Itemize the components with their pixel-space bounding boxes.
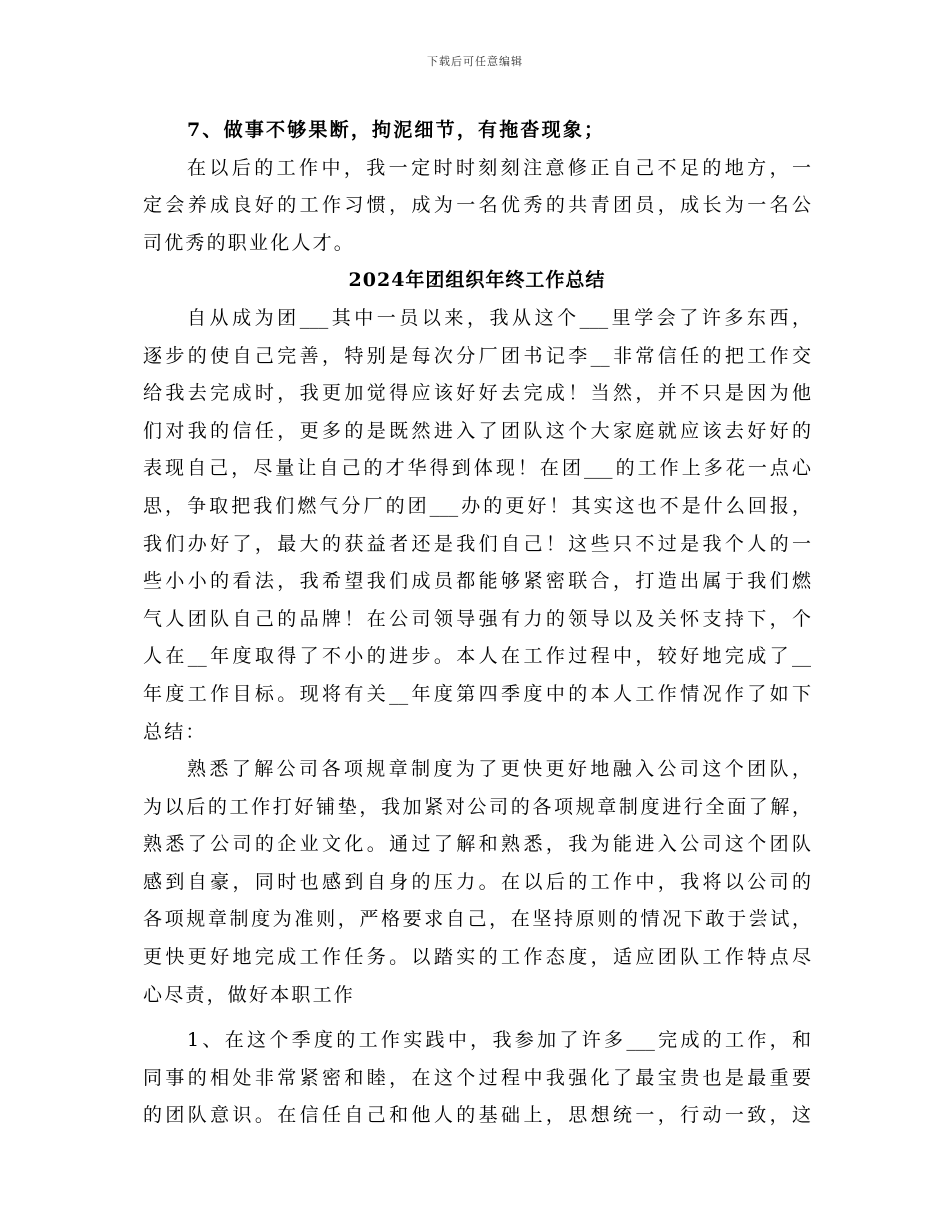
paragraph-line: 感到自豪，同时也感到自身的压力。在以后的工作中，我将以公司的 [143,870,811,893]
paragraph-line: 为以后的工作打好铺垫，我加紧对公司的各项规章制度进行全面了解， [143,795,811,818]
paragraph-line: 司优秀的职业化人才。 [143,231,356,254]
paragraph-line: 定会养成良好的工作习惯，成为一名优秀的共青团员，成长为一名公 [143,194,811,217]
page-header-note: 下载后可任意编辑 [427,55,523,68]
paragraph-line: 给我去完成时，我更加觉得应该好好去完成！当然，并不只是因为他 [143,382,811,405]
paragraph-line: 们对我的信任，更多的是既然进入了团队这个大家庭就应该去好好的 [143,419,811,442]
paragraph-line: 1、在这个季度的工作实践中，我参加了许多___完成的工作，和 [187,1029,811,1052]
paragraph-line: 逐步的使自己完善，特别是每次分厂团书记李__非常信任的把工作交 [143,344,811,367]
paragraph-line: 些小小的看法，我希望我们成员都能够紧密联合，打造出属于我们燃 [143,570,811,593]
document-body [143,112,811,1135]
paragraph-gap [143,1014,811,1022]
paragraph-line: 气人团队自己的品牌！在公司领导强有力的领导以及关怀支持下，个 [143,607,811,630]
paragraph-line: 总结： [143,720,207,743]
paragraph-line: 各项规章制度为准则，严格要求自己，在坚持原则的情况下敢于尝试， [143,908,811,931]
paragraph-line: 人在__年度取得了不小的进步。本人在工作过程中，较好地完成了__ [143,645,811,668]
paragraph-line: 的团队意识。在信任自己和他人的基础上，思想统一，行动一致，这 [143,1104,811,1127]
paragraph-line: 表现自己，尽量让自己的才华得到体现！在团___的工作上多花一点心 [143,457,811,480]
paragraph-line: 年度工作目标。现将有关__年度第四季度中的本人工作情况作了如下 [143,682,811,705]
list-item-7: 7、做事不够果断，拘泥细节，有拖沓现象； [187,119,606,141]
paragraph-line: 我们办好了，最大的获益者还是我们自己！这些只不过是我个人的一 [143,532,811,555]
paragraph-line: 熟悉了公司的企业文化。通过了解和熟悉，我为能进入公司这个团队 [143,833,811,856]
paragraph-line: 更快更好地完成工作任务。以踏实的工作态度，适应团队工作特点尽 [143,946,811,969]
paragraph-line: 同事的相处非常紧密和睦，在这个过程中我强化了最宝贵也是最重要 [143,1066,811,1089]
paragraph-line: 自从成为团___其中一员以来，我从这个___里学会了许多东西， [187,306,811,329]
paragraph-line: 在以后的工作中，我一定时时刻刻注意修正自己不足的地方，一 [187,156,811,179]
paragraph-line: 思，争取把我们燃气分厂的团___办的更好！其实这也不是什么回报， [143,494,811,517]
paragraph-line: 心尽责，做好本职工作 [143,983,356,1006]
document-title: 2024年团组织年终工作总结 [348,269,606,292]
paragraph-line: 熟悉了解公司各项规章制度为了更快更好地融入公司这个团队， [187,758,811,781]
